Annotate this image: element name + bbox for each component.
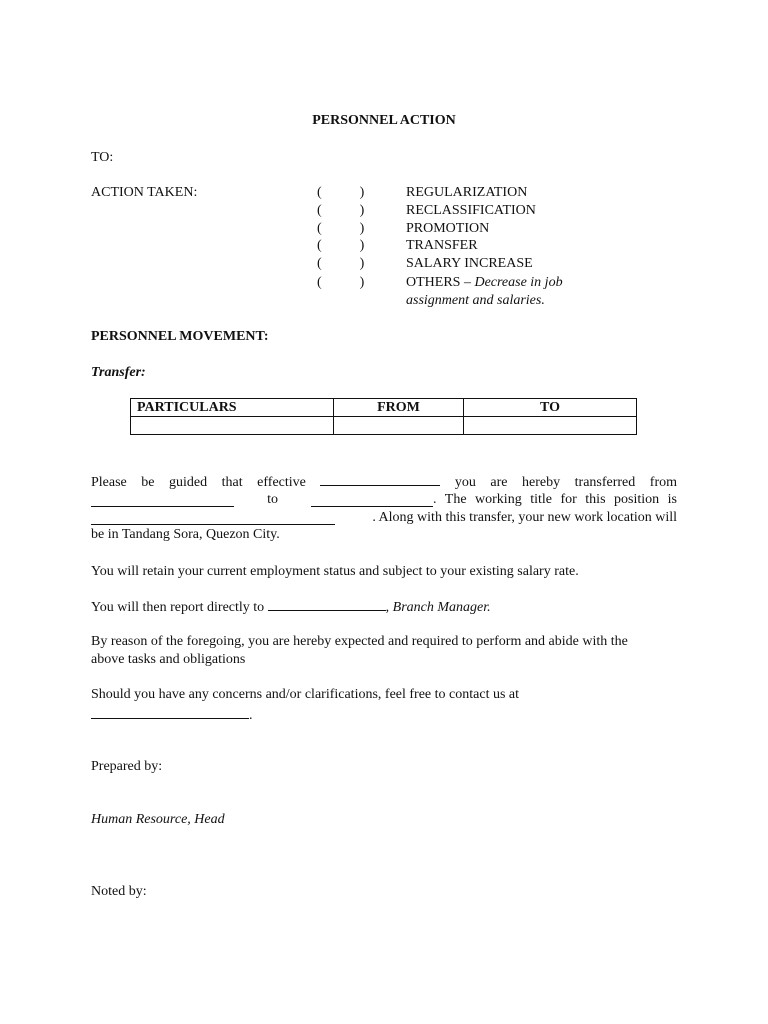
transfer-heading: Transfer:: [91, 365, 146, 380]
page-title: PERSONNEL ACTION: [312, 113, 456, 128]
para1-line2: to . The working title for this position is: [91, 492, 677, 508]
cell-to[interactable]: [464, 417, 637, 435]
transfer-table: [130, 398, 637, 435]
para2-retain-status: You will retain your current employment status and subject to your existing salary rate.: [91, 564, 579, 579]
para3-report-to: You will then report directly to , Branch Manager.: [91, 600, 491, 615]
action-taken-label: ACTION TAKEN:: [91, 185, 198, 200]
checkbox-transfer: ( ): [317, 238, 365, 253]
para4-line2: above tasks and obligations: [91, 652, 246, 667]
personnel-movement-heading: PERSONNEL MOVEMENT:: [91, 329, 269, 344]
header-from: FROM: [334, 399, 464, 417]
others-text: Decrease in job: [474, 275, 563, 290]
prepared-by-label: Prepared by:: [91, 759, 163, 774]
table-row: [131, 417, 637, 435]
cell-particulars[interactable]: [131, 417, 334, 435]
action-others: [406, 275, 563, 291]
action-promotion: PROMOTION: [406, 221, 490, 236]
action-reclassification: RECLASSIFICATION: [406, 203, 536, 218]
contact-blank[interactable]: [91, 706, 249, 719]
para1-line4: be in Tandang Sora, Quezon City.: [91, 527, 280, 542]
para1-line1: Please be guided that effective you are hereby transferred from: [91, 475, 678, 490]
working-title-blank[interactable]: [91, 512, 335, 525]
report-to-blank[interactable]: [268, 598, 386, 611]
action-regularization: REGULARIZATION: [406, 185, 528, 200]
header-to: TO: [464, 399, 637, 417]
noted-by-label: Noted by:: [91, 884, 147, 899]
to-blank[interactable]: [311, 494, 433, 507]
para5-line2: .: [91, 706, 253, 724]
effective-date-blank[interactable]: [320, 473, 440, 486]
others-text-continued: assignment and salaries.: [406, 293, 545, 308]
from-blank[interactable]: [91, 494, 234, 507]
action-salary-increase: SALARY INCREASE: [406, 256, 533, 271]
checkbox-promotion: ( ): [317, 221, 365, 236]
para4-line1: By reason of the foregoing, you are hereby expected and required to perform and abide with the: [91, 634, 628, 649]
para5-line1: Should you have any concerns and/or clarifications, feel free to contact us at: [91, 687, 520, 702]
to-label: TO:: [91, 150, 114, 165]
cell-from[interactable]: [334, 417, 464, 435]
others-label: OTHERS –: [406, 275, 471, 290]
checkbox-regularization: ( ): [317, 185, 365, 200]
para1-line3: . Along with this transfer, your new work location will: [91, 510, 677, 526]
checkbox-reclassification: ( ): [317, 203, 365, 218]
header-particulars: PARTICULARS: [131, 399, 334, 417]
table-header-row: [131, 399, 637, 417]
action-transfer: TRANSFER: [406, 238, 478, 253]
hr-head-label: Human Resource, Head: [91, 812, 225, 827]
checkbox-salary-increase: ( ): [317, 256, 365, 271]
checkbox-others: ( ): [317, 275, 365, 290]
